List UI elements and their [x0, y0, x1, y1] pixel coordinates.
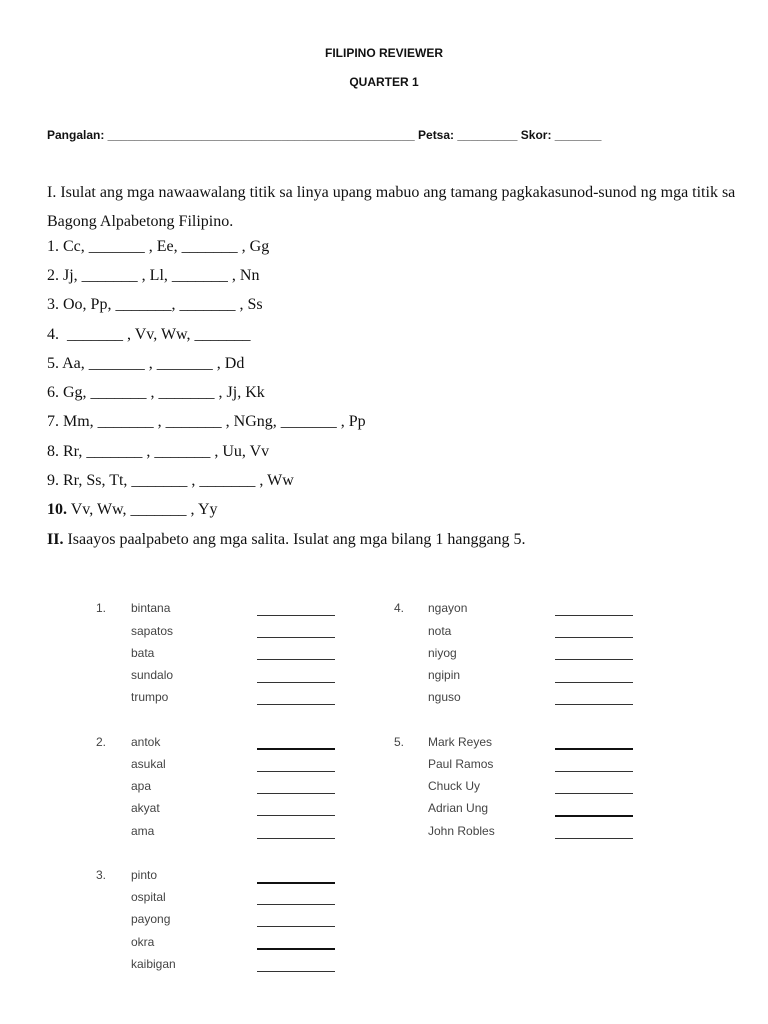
answer-blank[interactable]: [555, 771, 633, 772]
answer-blank[interactable]: [555, 704, 633, 705]
group-number: 5.: [394, 735, 405, 749]
word: asukal: [131, 757, 166, 771]
word: kaibigan: [131, 957, 176, 971]
word: ngipin: [428, 668, 461, 682]
part1-item: 9. Rr, Ss, Tt, _______ , _______ , Ww: [47, 472, 294, 489]
answer-blank[interactable]: [257, 793, 335, 794]
word: sundalo: [131, 668, 174, 682]
answer-blank[interactable]: [257, 637, 335, 638]
answer-blank[interactable]: [257, 815, 335, 816]
word: Mark Reyes: [428, 735, 493, 749]
page-title: FILIPINO REVIEWER: [324, 46, 443, 60]
word: okra: [131, 935, 155, 949]
word: pinto: [131, 868, 158, 882]
group-number: 1.: [96, 601, 107, 615]
answer-blank[interactable]: [257, 659, 335, 660]
word: ospital: [131, 890, 166, 904]
part1-item: 5. Aa, _______ , _______ , Dd: [47, 355, 245, 372]
answer-blank[interactable]: [257, 948, 335, 950]
answer-blank[interactable]: [555, 659, 633, 660]
answer-blank[interactable]: [555, 815, 633, 817]
word: antok: [131, 735, 161, 749]
part1-item: 3. Oo, Pp, _______, _______ , Ss: [47, 296, 263, 313]
word: apa: [131, 779, 152, 793]
answer-blank[interactable]: [555, 682, 633, 683]
word: nota: [428, 624, 452, 638]
word: Adrian Ung: [428, 801, 489, 815]
word: payong: [131, 912, 171, 926]
answer-blank[interactable]: [257, 615, 335, 616]
word: bata: [131, 646, 155, 660]
answer-blank[interactable]: [257, 838, 335, 839]
word: sapatos: [131, 624, 174, 638]
answer-blank[interactable]: [555, 748, 633, 750]
part1-item: 1. Cc, _______ , Ee, _______ , Gg: [47, 238, 270, 255]
answer-blank[interactable]: [555, 793, 633, 794]
word: akyat: [131, 801, 160, 815]
word: Chuck Uy: [428, 779, 481, 793]
part1-item: 6. Gg, _______ , _______ , Jj, Kk: [47, 384, 265, 401]
answer-blank[interactable]: [555, 637, 633, 638]
answer-blank[interactable]: [257, 882, 335, 884]
word: trumpo: [131, 690, 169, 704]
part1-item: 2. Jj, _______ , Ll, _______ , Nn: [47, 267, 260, 284]
word: Paul Ramos: [428, 757, 494, 771]
answer-blank[interactable]: [257, 771, 335, 772]
answer-blank[interactable]: [555, 615, 633, 616]
part2-instruction: II. Isaayos paalpabeto ang mga salita. Isulat ang mga bilang 1 hanggang 5.: [47, 531, 526, 548]
part1-item: 8. Rr, _______ , _______ , Uu, Vv: [47, 443, 270, 460]
answer-blank[interactable]: [555, 838, 633, 839]
word: bintana: [131, 601, 171, 615]
part1-item: 7. Mm, _______ , _______ , NGng, _______ , Pp: [47, 413, 366, 430]
word: John Robles: [428, 824, 495, 838]
word: ngayon: [428, 601, 468, 615]
page-subtitle: QUARTER 1: [349, 75, 419, 89]
part1-item: 4. _______ , Vv, Ww, _______: [47, 326, 251, 343]
part1-instruction: I. Isulat ang mga nawaawalang titik sa linya upang mabuo ang tamang pagkakasunod-sunod ng mga titik sa Bagong Alpabetong Filipino.: [47, 184, 736, 230]
word: nguso: [428, 690, 461, 704]
group-number: 4.: [394, 601, 405, 615]
answer-blank[interactable]: [257, 748, 335, 750]
word: niyog: [428, 646, 457, 660]
answer-blank[interactable]: [257, 971, 335, 972]
answer-blank[interactable]: [257, 926, 335, 927]
word: ama: [131, 824, 155, 838]
part1-item: 10. Vv, Ww, _______ , Yy: [47, 501, 218, 518]
answer-blank[interactable]: [257, 682, 335, 683]
answer-blank[interactable]: [257, 904, 335, 905]
group-number: 2.: [96, 735, 107, 749]
student-info-line: Pangalan: ______________________________________________ Petsa: _________ Skor: _______: [47, 128, 602, 142]
answer-blank[interactable]: [257, 704, 335, 705]
group-number: 3.: [96, 868, 107, 882]
